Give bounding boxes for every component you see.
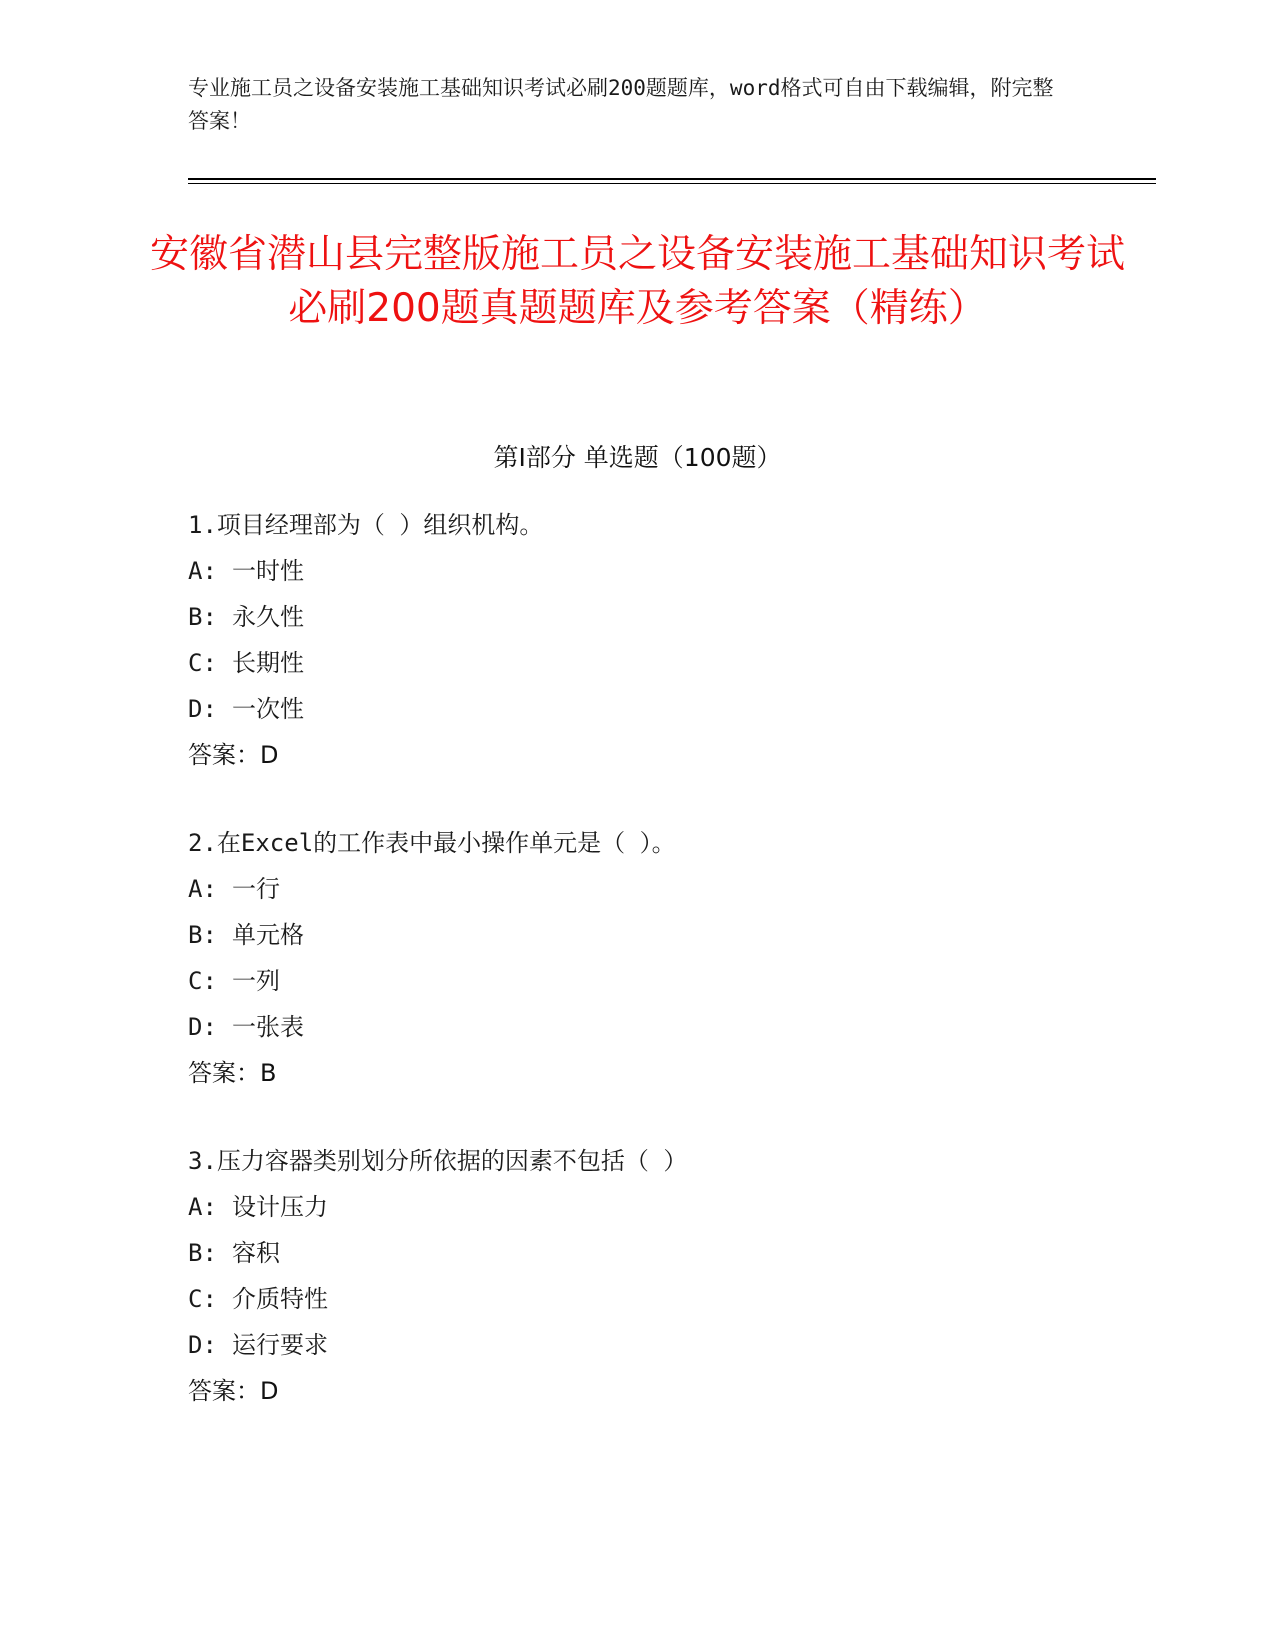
- option-a: [188, 866, 1138, 912]
- option-text: 容积: [232, 1239, 280, 1267]
- option-d: [188, 686, 1138, 732]
- answer-line: 答案：D: [188, 741, 279, 769]
- header-divider-thin: [188, 183, 1156, 184]
- option-c: [188, 640, 1138, 686]
- header-note: 专业施工员之设备安装施工基础知识考试必刷200题题库，word格式可自由下载编辑，附完整答案！: [188, 76, 1054, 133]
- option-c: [188, 958, 1138, 1004]
- option-key: B:: [188, 1239, 217, 1267]
- option-key: C:: [188, 1285, 217, 1313]
- option-text: 一张表: [232, 1013, 304, 1041]
- question-3: [188, 1138, 1138, 1414]
- option-c: [188, 1276, 1138, 1322]
- option-d: [188, 1322, 1138, 1368]
- section-heading: 第Ⅰ部分 单选题（100题）: [493, 443, 782, 472]
- option-key: B:: [188, 603, 217, 631]
- option-text: 永久性: [232, 603, 304, 631]
- option-text: 一次性: [232, 695, 304, 723]
- question-stem: 2.在Excel的工作表中最小操作单元是（ ）。: [188, 829, 676, 857]
- option-key: D:: [188, 695, 217, 723]
- option-key: A:: [188, 557, 217, 585]
- option-a: [188, 1184, 1138, 1230]
- option-key: A:: [188, 1193, 217, 1221]
- document-title: 安徽省潜山县完整版施工员之设备安装施工基础知识考试必刷200题真题题库及参考答案（精练）: [150, 232, 1126, 331]
- option-text: 设计压力: [232, 1193, 328, 1221]
- option-text: 一列: [232, 967, 280, 995]
- option-b: [188, 1230, 1138, 1276]
- option-text: 介质特性: [232, 1285, 328, 1313]
- option-key: C:: [188, 649, 217, 677]
- header-divider-thick: [188, 178, 1156, 180]
- question-1: [188, 502, 1138, 778]
- question-stem: 1.项目经理部为（ ）组织机构。: [188, 511, 544, 539]
- option-text: 运行要求: [232, 1331, 328, 1359]
- question-2: [188, 820, 1138, 1096]
- option-key: C:: [188, 967, 217, 995]
- option-key: D:: [188, 1013, 217, 1041]
- option-d: [188, 1004, 1138, 1050]
- option-text: 单元格: [232, 921, 304, 949]
- option-b: [188, 594, 1138, 640]
- option-key: A:: [188, 875, 217, 903]
- answer-line: 答案：D: [188, 1377, 279, 1405]
- answer-line: 答案：B: [188, 1059, 277, 1087]
- option-key: B:: [188, 921, 217, 949]
- option-text: 长期性: [232, 649, 304, 677]
- option-b: [188, 912, 1138, 958]
- option-text: 一时性: [232, 557, 304, 585]
- question-stem: 3.压力容器类别划分所依据的因素不包括（ ）: [188, 1147, 688, 1175]
- option-a: [188, 548, 1138, 594]
- option-text: 一行: [232, 875, 280, 903]
- option-key: D:: [188, 1331, 217, 1359]
